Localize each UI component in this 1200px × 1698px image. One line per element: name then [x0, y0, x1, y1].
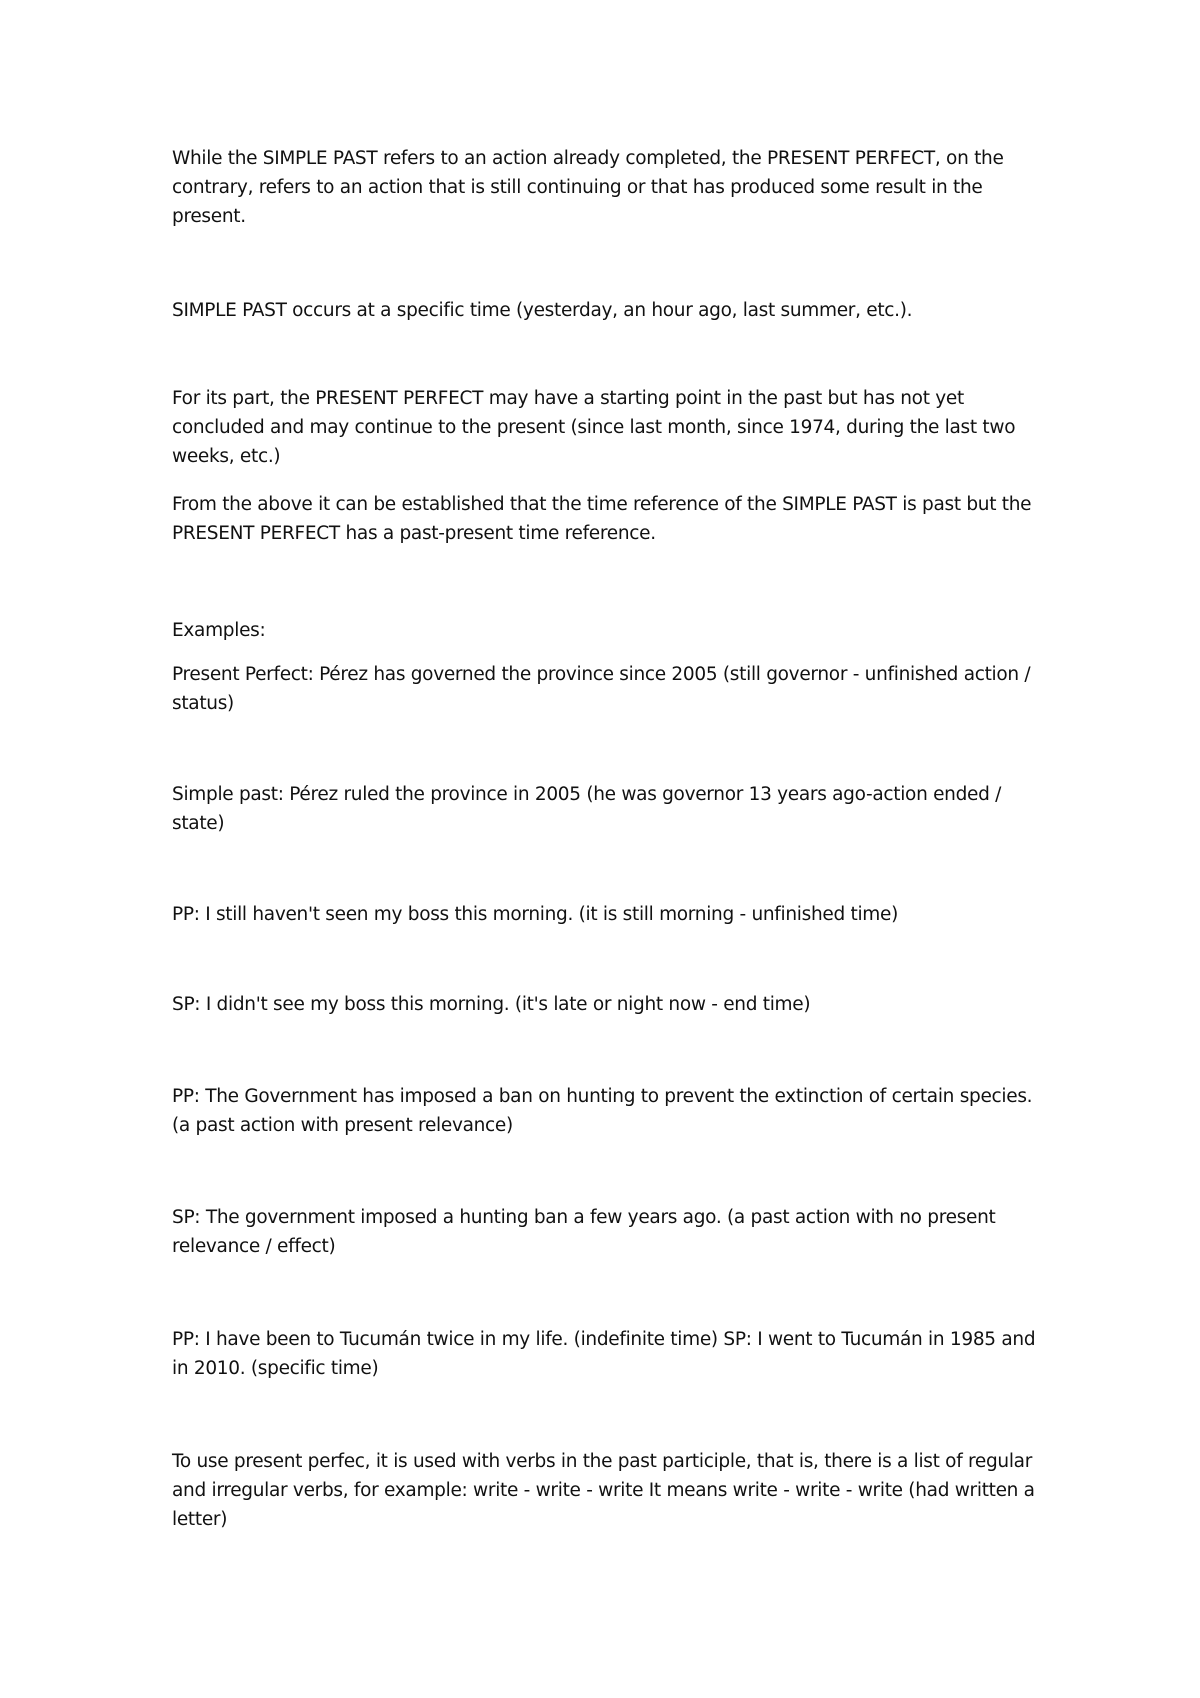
paragraph-time-reference: From the above it can be established that the time reference of the SIMPLE PAST is past but the PRESENT PERFECT has a past-present time reference.: [172, 494, 1032, 544]
example-present-perfect: Present Perfect: Pérez has governed the province since 2005 (still governor - unfinished action / status): [172, 664, 1031, 714]
example-tucuman: PP: I have been to Tucumán twice in my life. (indefinite time) SP: I went to Tucumán in 1985 and in 2010. (specific time): [172, 1329, 1036, 1379]
paragraph-usage: To use present perfec, it is used with verbs in the past participle, that is, there is a list of regular and irregular verbs, for example: write - write - write It means write - write - write (had written a letter): [172, 1451, 1035, 1530]
example-pp-boss: PP: I still haven't seen my boss this morning. (it is still morning - unfinished time): [172, 904, 899, 925]
paragraph-present-perfect-definition: For its part, the PRESENT PERFECT may have a starting point in the past but has not yet concluded and may continue to the present (since last month, since 1974, during the last two weeks, etc.): [172, 388, 1016, 467]
example-simple-past: Simple past: Pérez ruled the province in 2005 (he was governor 13 years ago-action ended / state): [172, 784, 1002, 834]
paragraph-intro: While the SIMPLE PAST refers to an action already completed, the PRESENT PERFECT, on the contrary, refers to an action that is still continuing or that has produced some result in the present.: [172, 148, 1004, 227]
example-pp-government: PP: The Government has imposed a ban on hunting to prevent the extinction of certain species. (a past action with present relevance): [172, 1086, 1033, 1136]
examples-heading: Examples:: [172, 620, 266, 641]
example-sp-government: SP: The government imposed a hunting ban a few years ago. (a past action with no present relevance / effect): [172, 1207, 996, 1257]
paragraph-simple-past-definition: SIMPLE PAST occurs at a specific time (yesterday, an hour ago, last summer, etc.).: [172, 300, 913, 321]
example-sp-boss: SP: I didn't see my boss this morning. (it's late or night now - end time): [172, 994, 811, 1015]
